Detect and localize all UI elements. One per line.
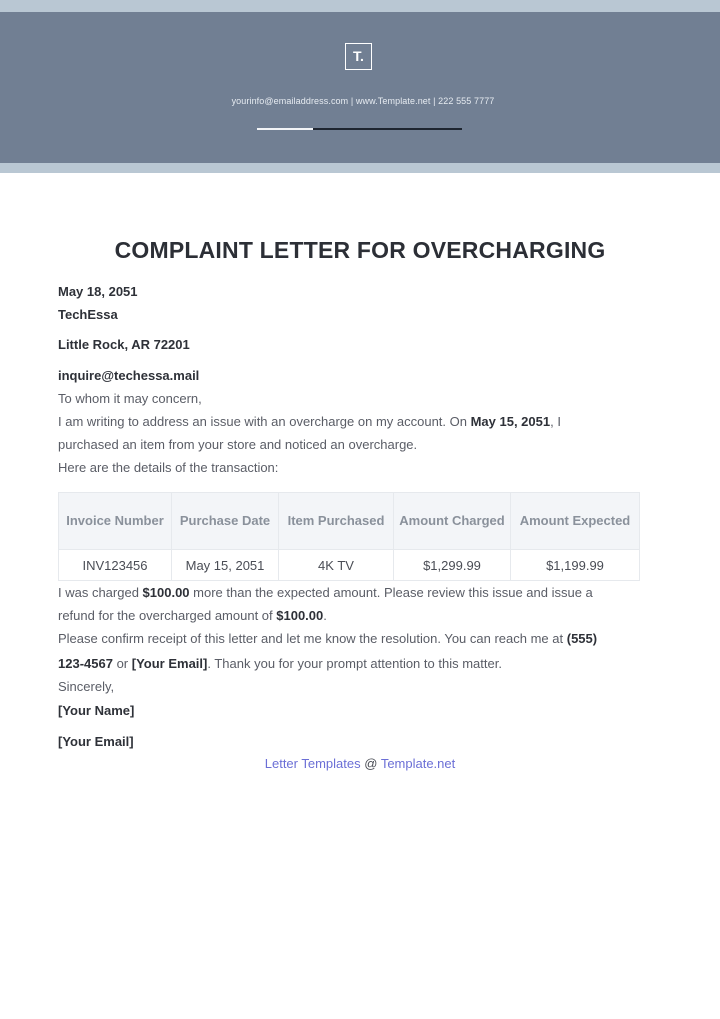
- col-amount-charged: Amount Charged: [394, 493, 511, 550]
- contact-info: yourinfo@emailaddress.com | www.Template.net | 222 555 7777: [231, 96, 495, 106]
- paragraph-1-line-2: purchased an item from your store and noticed an overcharge.: [58, 437, 418, 452]
- signature-name: [Your Name]: [58, 703, 135, 718]
- header-divider-light: [257, 128, 313, 130]
- template-net-link[interactable]: Template.net: [380, 756, 456, 771]
- col-invoice-number: Invoice Number: [59, 493, 172, 550]
- company-name: TechEssa: [58, 307, 118, 322]
- letter-date: May 18, 2051: [58, 284, 138, 299]
- footer-at: @: [360, 756, 381, 771]
- header-divider-dark: [313, 128, 462, 130]
- header-bottom-strip: [0, 163, 720, 173]
- footer-credit: [0, 756, 720, 771]
- paragraph-1-line-1: I am writing to address an issue with an overcharge on my account. On May 15, 2051, I: [58, 414, 561, 429]
- paragraph-3-line-1: I was charged $100.00 more than the expected amount. Please review this issue and issue a: [58, 585, 593, 600]
- company-address: Little Rock, AR 72201: [58, 337, 190, 352]
- header-top-strip: [0, 0, 720, 12]
- letterhead: [0, 12, 720, 163]
- paragraph-4-line-1: Please confirm receipt of this letter and let me know the resolution. You can reach me at (555): [58, 631, 598, 646]
- col-amount-expected: Amount Expected: [511, 493, 640, 550]
- signature-email: [Your Email]: [58, 734, 134, 749]
- col-item-purchased: Item Purchased: [279, 493, 394, 550]
- paragraph-4-line-2: 123-4567 or [Your Email]. Thank you for your prompt attention to this matter.: [58, 656, 502, 671]
- cell-amount-expected: $1,199.99: [511, 550, 640, 581]
- greeting: To whom it may concern,: [58, 391, 202, 406]
- transaction-table: [58, 492, 640, 581]
- letter-templates-link[interactable]: Letter Templates: [264, 756, 361, 771]
- col-purchase-date: Purchase Date: [172, 493, 279, 550]
- cell-amount-charged: $1,299.99: [394, 550, 511, 581]
- document-title: COMPLAINT LETTER FOR OVERCHARGING: [114, 237, 606, 263]
- cell-purchase-date: May 15, 2051: [172, 550, 279, 581]
- paragraph-3-line-2: refund for the overcharged amount of $100.00.: [58, 608, 327, 623]
- cell-invoice-number: INV123456: [59, 550, 172, 581]
- paragraph-2: Here are the details of the transaction:: [58, 460, 279, 475]
- template-logo-icon: T.: [345, 43, 372, 70]
- table-row: [59, 550, 640, 581]
- company-email: inquire@techessa.mail: [58, 368, 200, 383]
- cell-item-purchased: 4K TV: [279, 550, 394, 581]
- table-header-row: [59, 493, 640, 550]
- closing: Sincerely,: [58, 679, 115, 694]
